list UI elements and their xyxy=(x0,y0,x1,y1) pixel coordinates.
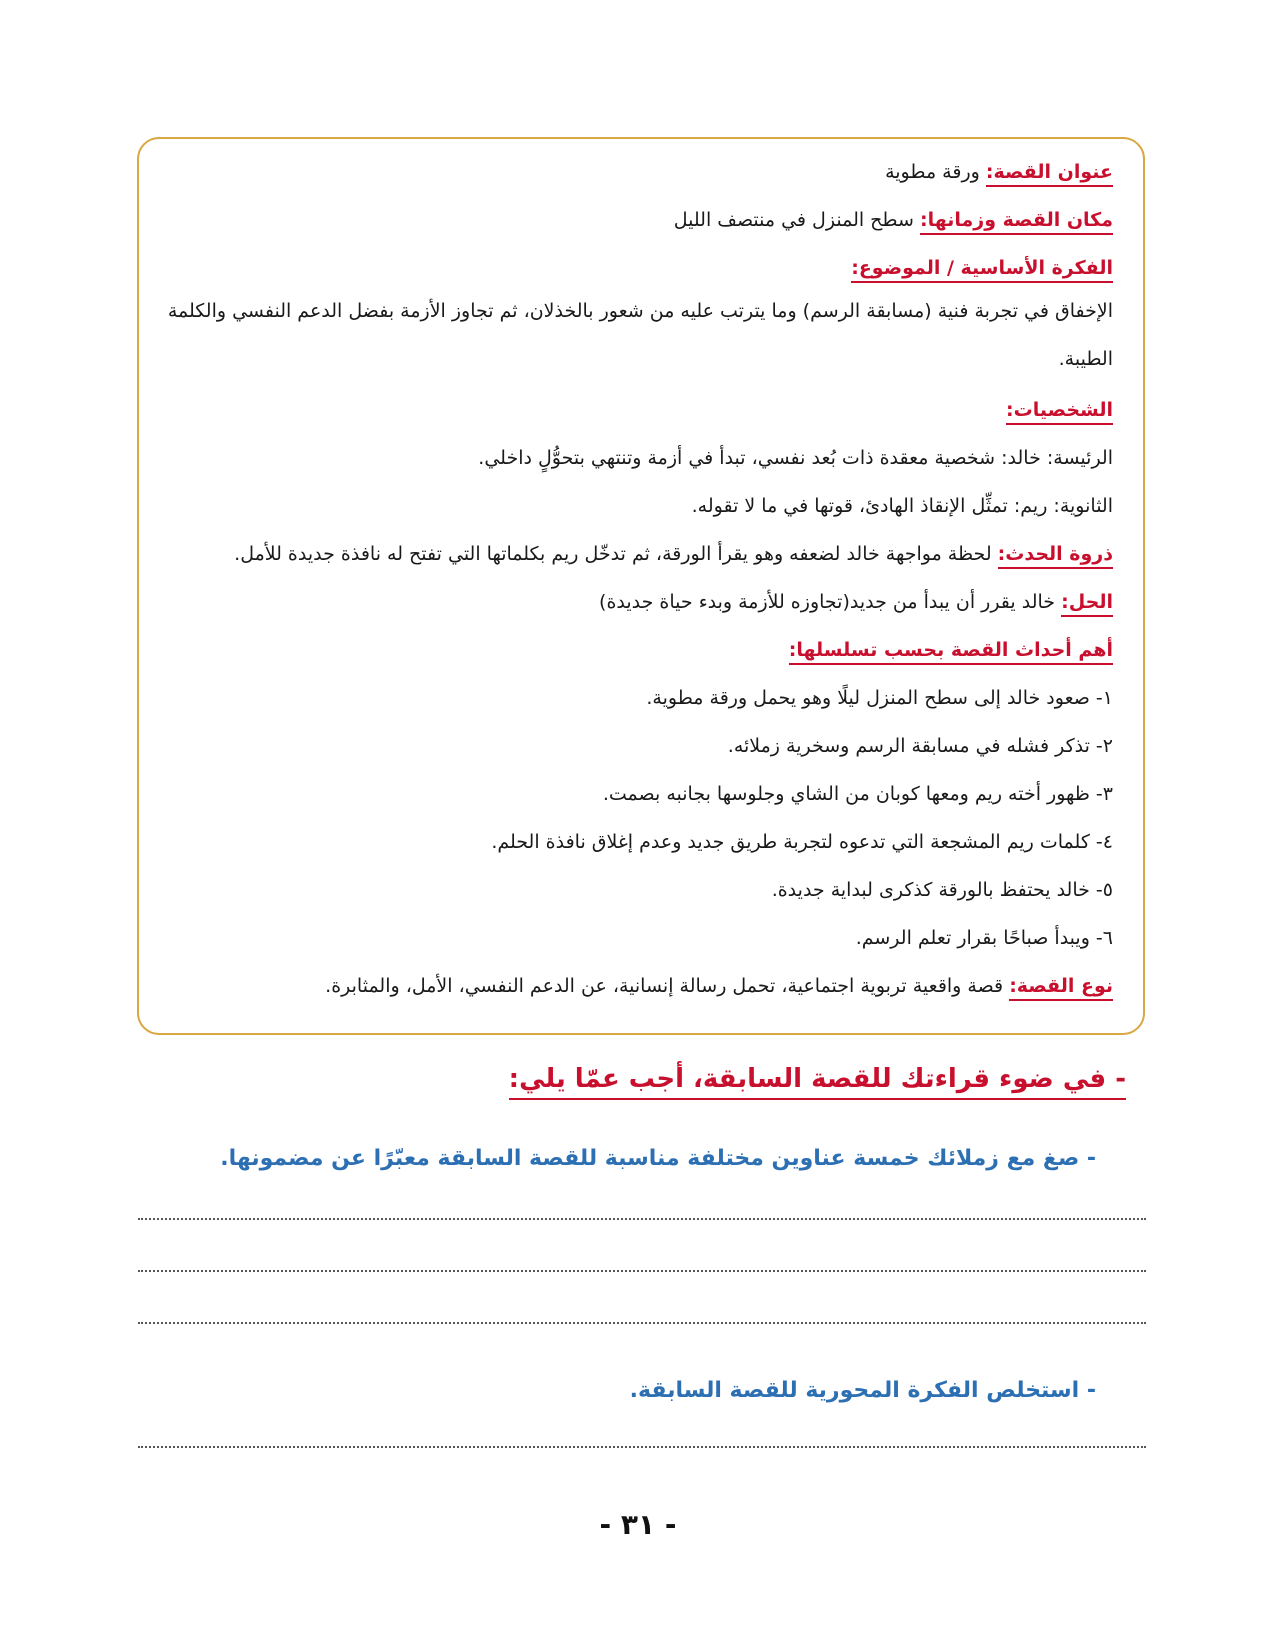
story-events-heading-row xyxy=(149,635,1113,665)
story-resolution-value: خالد يقرر أن يبدأ من جديد(تجاوزه للأزمة وبدء حياة جديدة) xyxy=(599,591,1062,613)
story-climax-row xyxy=(149,539,1113,569)
story-title-row xyxy=(149,157,1113,187)
question-1: - صغ مع زملائك خمسة عناوين مختلفة مناسبة للقصة السابقة معبّرًا عن مضمونها. xyxy=(220,1146,1096,1171)
story-place-time-value: سطح المنزل في منتصف الليل xyxy=(673,209,920,231)
story-climax-value: لحظة مواجهة خالد لضعفه وهو يقرأ الورقة، ثم تدخّل ريم بكلماتها التي تفتح له نافذة جديدة للأمل. xyxy=(234,543,998,565)
story-type-label: نوع القصة: xyxy=(1009,975,1113,1001)
list-item: ٣- ظهور أخته ريم ومعها كوبان من الشاي وجلوسها بجانبه بصمت. xyxy=(602,783,1113,805)
story-theme-text: الإخفاق في تجربة فنية (مسابقة الرسم) وما يترتب عليه من شعور بالخذلان، ثم تجاوز الأزمة بفضل الدعم النفسي والكلمة الطيبة. xyxy=(167,300,1113,370)
list-item: ٦- ويبدأ صباحًا بقرار تعلم الرسم. xyxy=(855,927,1113,949)
story-type-row xyxy=(149,971,1113,1001)
answer-line-3[interactable] xyxy=(138,1322,1146,1324)
story-type-value: قصة واقعية تربوية اجتماعية، تحمل رسالة إنسانية، عن الدعم النفسي، الأمل، والمثابرة. xyxy=(325,975,1010,997)
story-main-character: الرئيسة: خالد: شخصية معقدة ذات بُعد نفسي، تبدأ في أزمة وتنتهي بتحوُّلٍ داخلي. xyxy=(478,447,1113,469)
answer-line-1[interactable] xyxy=(138,1218,1146,1220)
story-characters-row xyxy=(149,395,1113,425)
list-item: ١- صعود خالد إلى سطح المنزل ليلًا وهو يحمل ورقة مطوية. xyxy=(646,687,1113,709)
story-summary-box xyxy=(137,137,1145,1035)
story-place-time-row xyxy=(149,205,1113,235)
story-theme-label: الفكرة الأساسية / الموضوع: xyxy=(851,257,1113,283)
story-resolution-label: الحل: xyxy=(1061,591,1113,617)
story-title-value: ورقة مطوية xyxy=(885,161,986,183)
question-2: - استخلص الفكرة المحورية للقصة السابقة. xyxy=(629,1378,1096,1403)
story-events-list xyxy=(149,683,1113,953)
story-place-time-label: مكان القصة وزمانها: xyxy=(920,209,1113,235)
story-characters-label: الشخصيات: xyxy=(1006,399,1113,425)
page-number: - ٣١ - xyxy=(599,1508,677,1541)
story-theme-text-row xyxy=(149,287,1113,383)
answer-line-2[interactable] xyxy=(138,1270,1146,1272)
exercise-heading: - في ضوء قراءتك للقصة السابقة، أجب عمّا يلي: xyxy=(509,1064,1126,1100)
story-theme-row xyxy=(149,253,1113,283)
story-resolution-row xyxy=(149,587,1113,617)
story-events-label: أهم أحداث القصة بحسب تسلسلها: xyxy=(789,639,1113,665)
story-secondary-character: الثانوية: ريم: تمثِّل الإنقاذ الهادئ، قوتها في ما لا تقوله. xyxy=(691,495,1113,517)
list-item: ٥- خالد يحتفظ بالورقة كذكرى لبداية جديدة. xyxy=(771,879,1113,901)
list-item: ٢- تذكر فشله في مسابقة الرسم وسخرية زملائه. xyxy=(727,735,1113,757)
list-item: ٤- كلمات ريم المشجعة التي تدعوه لتجربة طريق جديد وعدم إغلاق نافذة الحلم. xyxy=(491,831,1113,853)
story-climax-label: ذروة الحدث: xyxy=(998,543,1113,569)
story-title-label: عنوان القصة: xyxy=(986,161,1113,187)
story-main-character-row xyxy=(149,443,1113,473)
story-secondary-character-row xyxy=(149,491,1113,521)
answer-line-4[interactable] xyxy=(138,1446,1146,1448)
